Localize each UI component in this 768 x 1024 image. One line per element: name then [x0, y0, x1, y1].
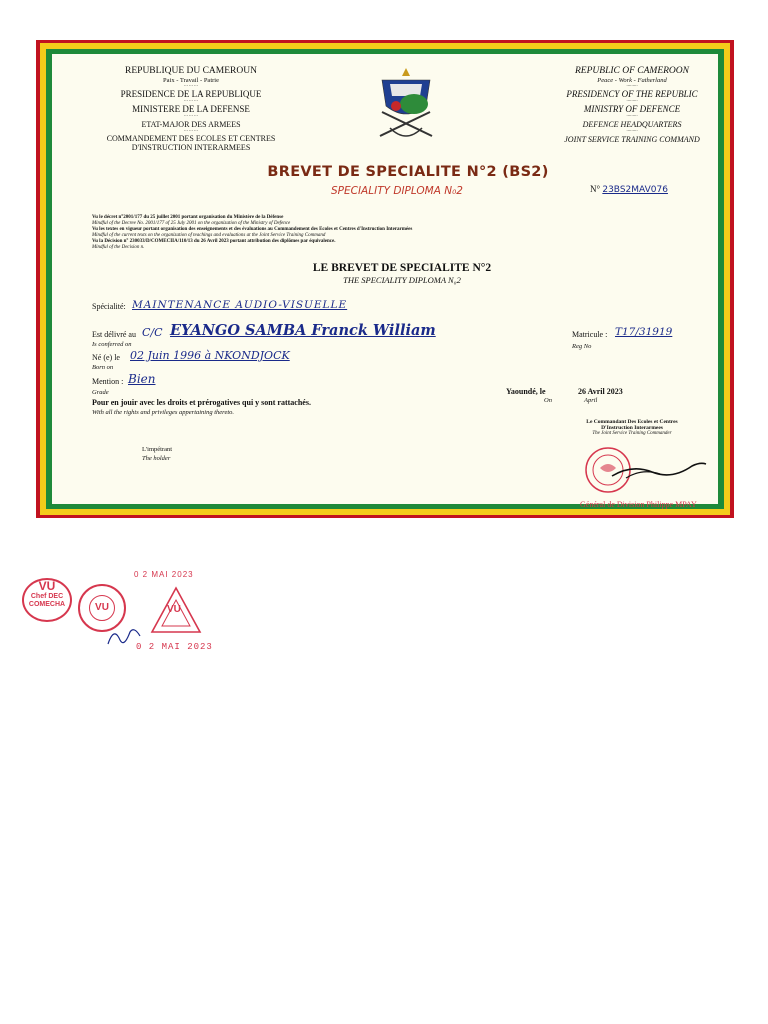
- diploma-heading-en: THE SPECIALITY DIPLOMA N₀2: [343, 275, 461, 285]
- signatory-name: Général de Division Philippe MPAY: [580, 500, 697, 509]
- vu-stamp-inner: VU: [89, 595, 115, 621]
- born-label-en: Born on: [92, 364, 114, 371]
- preamble-line: Vu les textes en vigueur portant organisation des enseignements et des évaluations au Commandement des Ecoles et Centres d'Instruction Interarmées: [92, 227, 413, 232]
- mention-value: Bien: [128, 372, 156, 386]
- header-left-presidency: PRESIDENCE DE LA REPUBLIQUE: [120, 89, 262, 99]
- header-right: [540, 66, 724, 145]
- date-value: 26 Avril 2023: [578, 387, 623, 396]
- header-right-motto: Peace - Work - Fatherland: [597, 77, 667, 84]
- vu-stamp-triangle: [150, 586, 202, 636]
- matricule-label: Matricule :: [572, 330, 608, 339]
- diploma-number-value: 23BS2MAV076: [602, 185, 668, 195]
- vu-stamp-chef-dec: [22, 578, 72, 622]
- preamble-line: Mindful of the current texts on the organization of teachings and evaluations at the Joint Service Training Command: [92, 233, 326, 238]
- header-left: [86, 66, 296, 152]
- born-label: Né (e) le: [92, 353, 120, 362]
- conferred-label: Est délivré au: [92, 330, 136, 339]
- rank-value: C/C: [142, 326, 163, 339]
- vu-stamp-line3: COMECHA: [28, 601, 66, 608]
- preamble-line: Mindful of the Decree No. 2001/177 of 25 July 2001 on the organization of the Ministry of Defence: [92, 221, 291, 226]
- holder-label: L'impétrant: [142, 446, 173, 453]
- header-right-presidency: PRESIDENCY OF THE REPUBLIC: [566, 89, 698, 99]
- place-label: Yaoundé, le: [506, 387, 546, 396]
- reg-label: Reg No: [572, 343, 592, 350]
- diploma-number-label: N°: [590, 184, 601, 194]
- header-left-staff: ETAT-MAJOR DES ARMEES: [141, 120, 241, 129]
- military-emblem: [368, 66, 444, 146]
- divider-dots: ·········: [183, 84, 199, 89]
- divider-dots: ·········: [626, 114, 638, 119]
- header-left-motto: Paix - Travail - Patrie: [163, 77, 219, 84]
- diploma-title: BREVET DE SPECIALITE N°2 (BS2): [267, 164, 549, 180]
- vu-stamp-text: VU: [38, 579, 56, 593]
- matricule-value: T17/31919: [615, 326, 673, 338]
- mention-label: Mention :: [92, 377, 124, 386]
- born-value: 02 Juin 1996 à NKONDJOCK: [130, 349, 290, 362]
- signatory-title-en: The Joint Service Training Commander: [592, 431, 672, 436]
- date-value-en: April: [584, 397, 598, 404]
- date-stamp-top: 0 2 MAI 2023: [134, 570, 194, 579]
- date-stamp-bottom: 0 2 MAI 2023: [136, 642, 213, 652]
- divider-dots: ·········: [183, 99, 199, 104]
- preamble-line: Vu le décret n°2001/177 du 25 juillet 2001 portant organisation du Ministère de la Défense: [92, 215, 284, 220]
- header-right-ministry: MINISTRY OF DEFENCE: [583, 104, 681, 114]
- header-left-command-1: COMMANDEMENT DES ECOLES ET CENTRES: [106, 134, 276, 143]
- divider-dots: ·········: [183, 114, 199, 119]
- diploma-subtitle: SPECIALITY DIPLOMA N₀2: [331, 185, 463, 197]
- divider-dots: ·········: [626, 84, 638, 89]
- initials-signature: [104, 622, 144, 650]
- header-right-country: REPUBLIC OF CAMEROON: [575, 66, 689, 76]
- signatory-block: [552, 419, 712, 437]
- certificate-frame: [36, 40, 734, 518]
- holder-name: EYANGO SAMBA Franck William: [170, 322, 436, 339]
- certificate-paper: [52, 54, 718, 509]
- divider-dots: ·········: [626, 129, 638, 134]
- header-right-staff: DEFENCE HEADQUARTERS: [582, 120, 682, 129]
- official-seal-and-signature: [582, 444, 712, 496]
- preamble-line: Mindful of the Decision n.: [92, 245, 145, 250]
- divider-dots: ·········: [183, 129, 199, 134]
- signatory-title-2: D'Instruction Interarmees: [601, 425, 663, 431]
- speciality-value: MAINTENANCE AUDIO-VISUELLE: [132, 299, 348, 311]
- rights-en: With all the rights and privileges appertaining thereto.: [92, 409, 235, 416]
- signatory-title-1: Le Commandant Des Ecoles et Centres: [586, 419, 678, 425]
- conferred-label-en: Is conferred on: [92, 341, 132, 348]
- vu-stamp-line2: Chef DEC: [30, 593, 64, 600]
- vu-stamp-triangle-text: VU: [167, 604, 181, 615]
- divider-dots: ·········: [626, 99, 638, 104]
- diploma-number: [590, 184, 668, 195]
- diploma-heading: LE BREVET DE SPECIALITE N°2: [312, 262, 492, 274]
- grade-label: Grade: [92, 389, 109, 396]
- on-label: On: [544, 397, 552, 404]
- header-left-command-2: D'INSTRUCTION INTERARMEES: [131, 143, 251, 152]
- header-left-country: REPUBLIQUE DU CAMEROUN: [125, 66, 257, 76]
- holder-label-en: The holder: [142, 455, 171, 462]
- preamble: [92, 215, 652, 251]
- speciality-label: Spécialité:: [92, 302, 126, 311]
- rights-fr: Pour en jouir avec les droits et prérogatives qui y sont rattachés.: [92, 398, 311, 407]
- header-left-ministry: MINISTERE DE LA DEFENSE: [132, 104, 250, 114]
- header-right-command: JOINT SERVICE TRAINING COMMAND: [564, 135, 700, 144]
- preamble-line: Vu la Décision n° 230033/D/COMECIIA/110/13 du 26 Avril 2023 portant attribution des diplômes par équivalence.: [92, 239, 336, 244]
